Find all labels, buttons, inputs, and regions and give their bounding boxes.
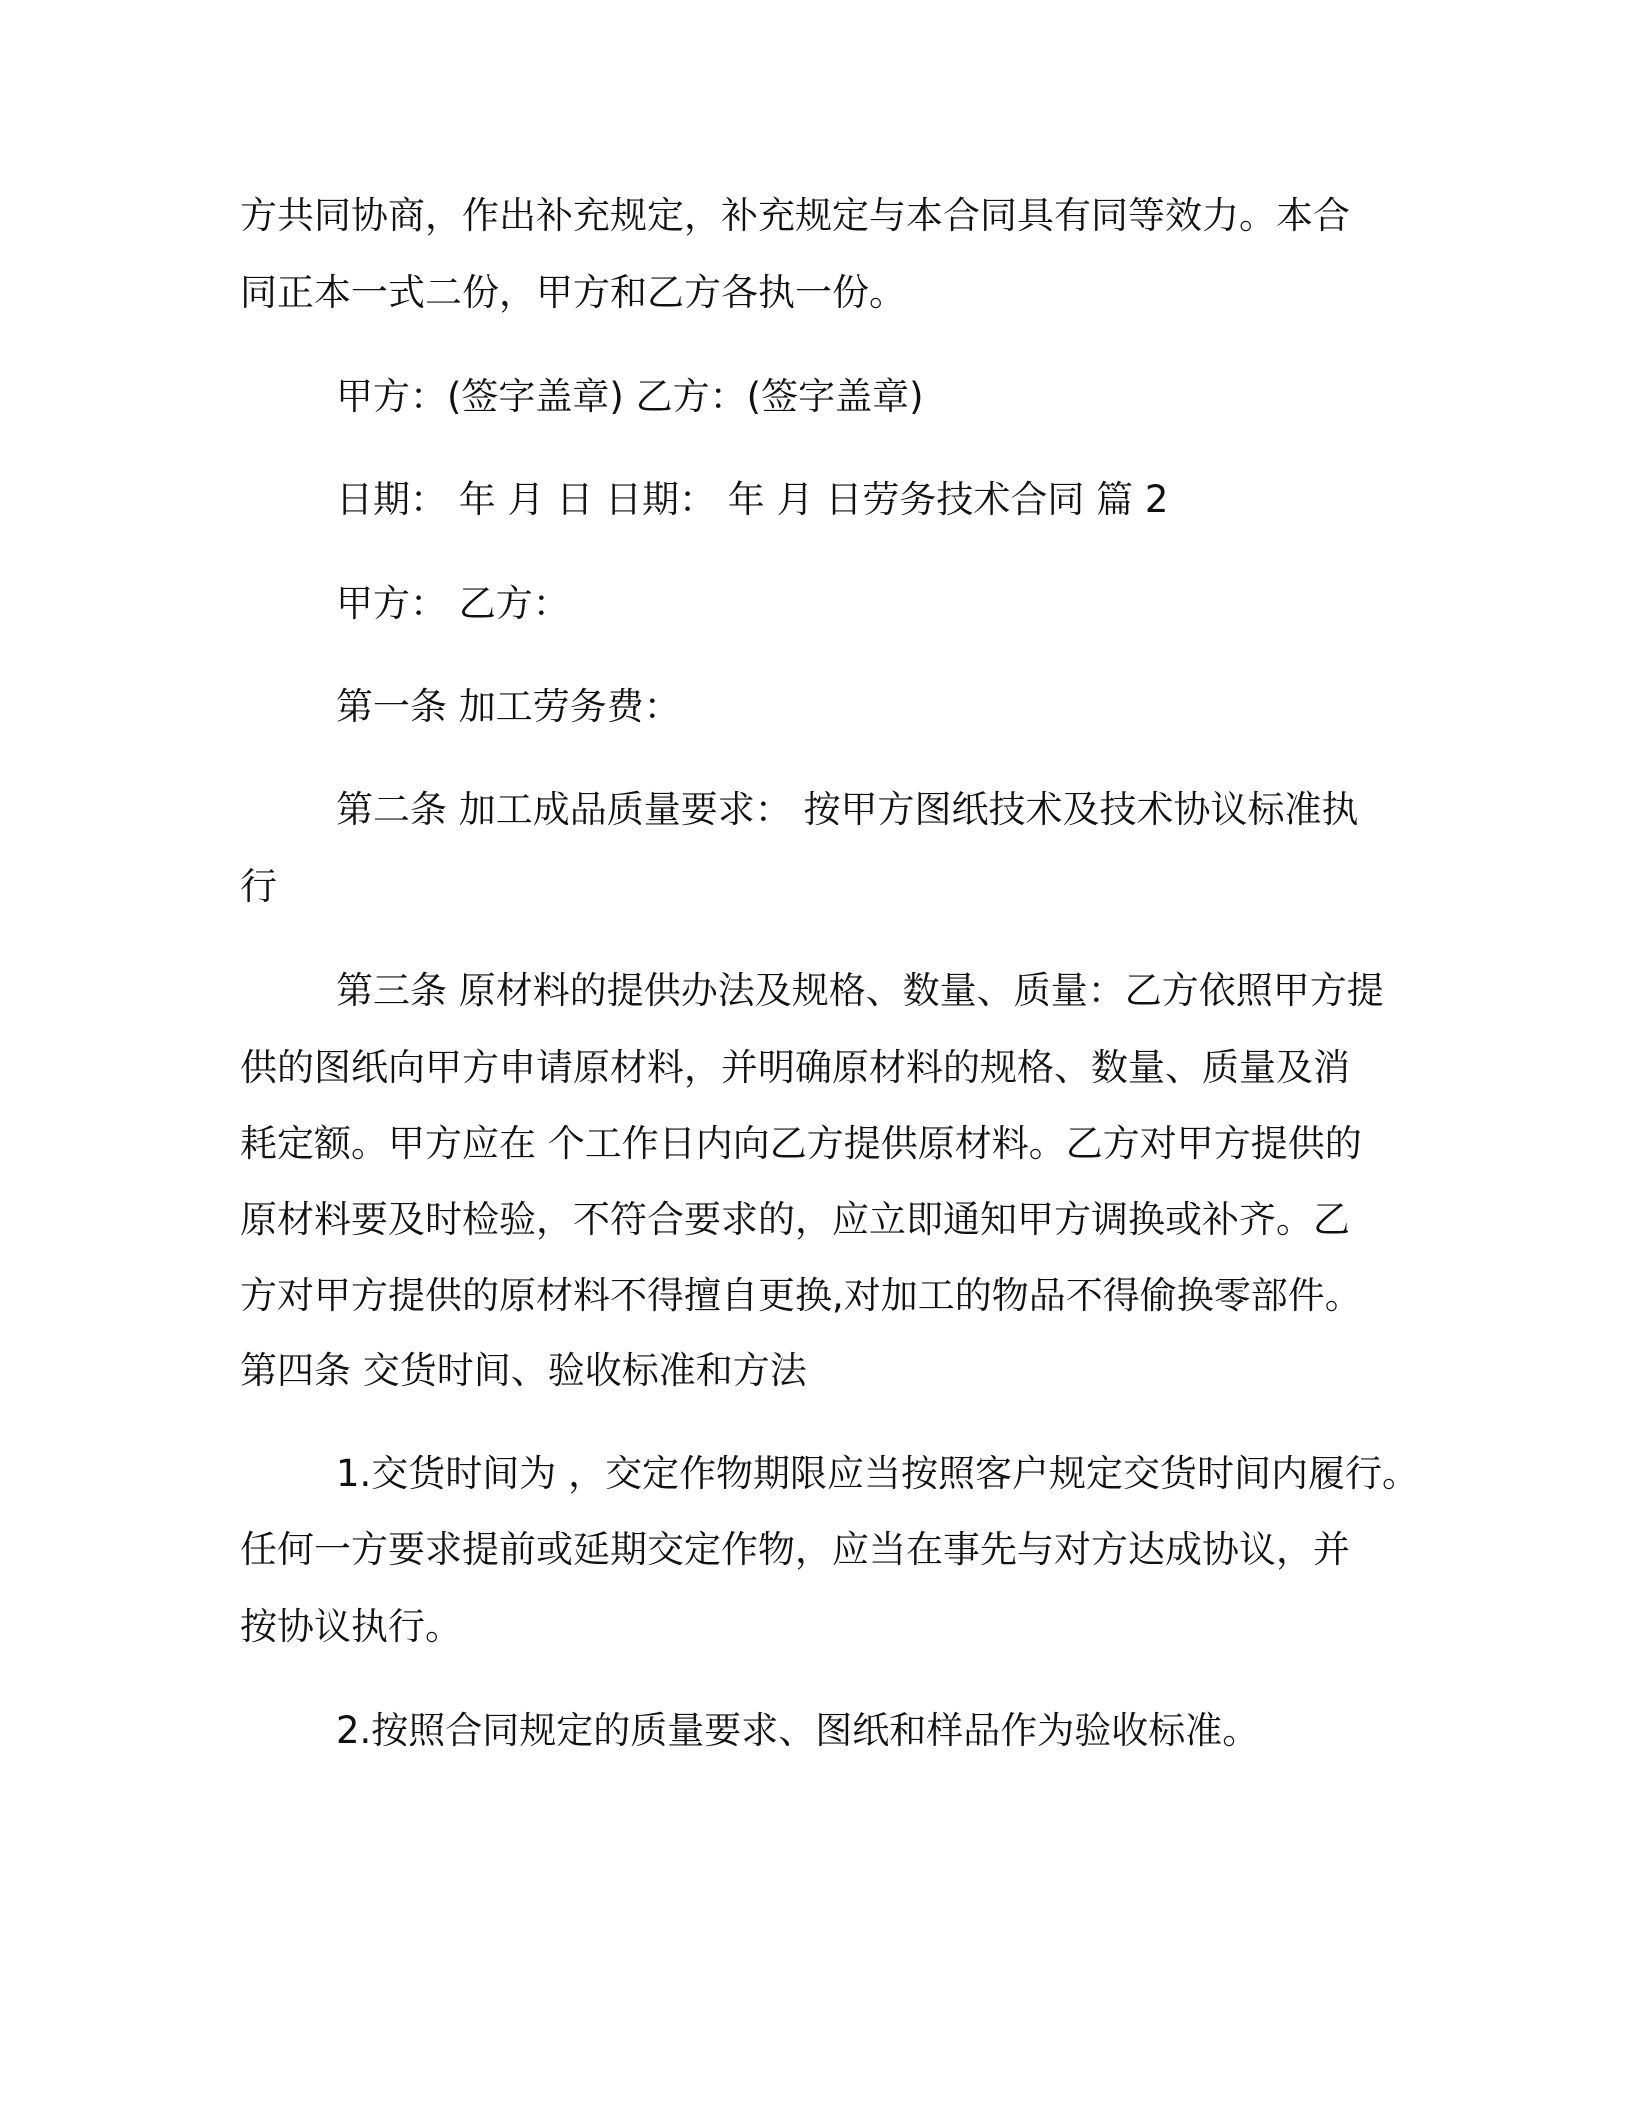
signature-line: 甲方：(签字盖章) 乙方：(签字盖章) <box>336 375 924 418</box>
parties-line: 甲方： 乙方： <box>336 582 570 625</box>
clause-1-continued: 按协议执行。 <box>240 1605 462 1648</box>
article-3-continued: 供的图纸向甲方申请原材料，并明确原材料的规格、数量、质量及消 <box>240 1046 1350 1089</box>
paragraph-line: 同正本一式二份，甲方和乙方各执一份。 <box>240 271 906 314</box>
clause-2: 2.按照合同规定的质量要求、图纸和样品作为验收标准。 <box>336 1709 1260 1752</box>
article-2: 第二条 加工成品质量要求： 按甲方图纸技术及技术协议标准执 <box>336 788 1359 831</box>
clause-1: 1.交货时间为 ，交定作物期限应当按照客户规定交货时间内履行。 <box>336 1452 1420 1495</box>
article-1: 第一条 加工劳务费： <box>336 685 681 728</box>
clause-1-continued: 任何一方要求提前或延期交定作物，应当在事先与对方达成协议，并 <box>240 1528 1350 1571</box>
article-3-continued: 方对甲方提供的原材料不得擅自更换,对加工的物品不得偷换零部件。 <box>240 1274 1362 1317</box>
article-3-continued: 原材料要及时检验，不符合要求的，应立即通知甲方调换或补齐。乙 <box>240 1198 1350 1241</box>
article-3-continued: 耗定额。甲方应在 个工作日内向乙方提供原材料。乙方对甲方提供的 <box>240 1122 1362 1165</box>
article-3: 第三条 原材料的提供办法及规格、数量、质量：乙方依照甲方提 <box>336 969 1384 1012</box>
article-2-continued: 行 <box>240 865 277 908</box>
article-4-heading: 第四条 交货时间、验收标准和方法 <box>240 1349 807 1392</box>
paragraph-line: 方共同协商，作出补充规定，补充规定与本合同具有同等效力。本合 <box>240 194 1350 237</box>
date-line: 日期： 年 月 日 日期： 年 月 日劳务技术合同 篇 2 <box>336 478 1169 521</box>
